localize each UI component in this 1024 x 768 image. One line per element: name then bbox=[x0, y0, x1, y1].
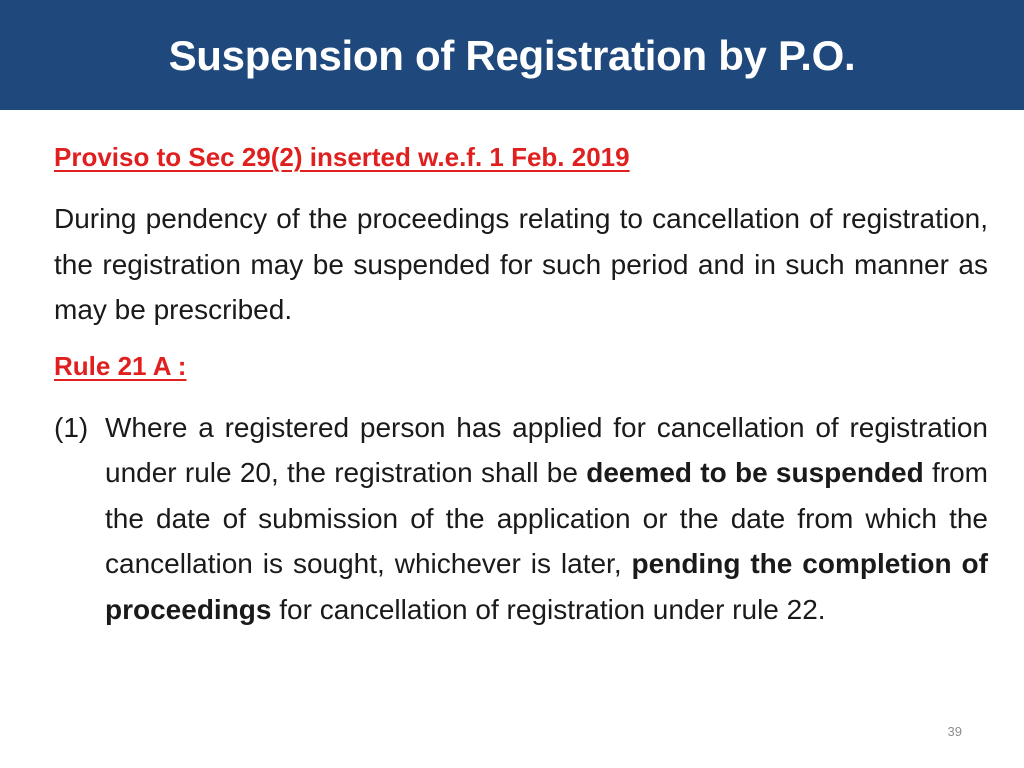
rule-item-text bbox=[105, 405, 988, 633]
rule-item-1 bbox=[54, 405, 988, 633]
page-number: 39 bbox=[947, 724, 962, 739]
slide-title: Suspension of Registration by P.O. bbox=[168, 32, 856, 79]
rule-text-part-2: from the date of submission of the application or the date from which the cancellation is sought, whichever is later, bbox=[105, 457, 988, 579]
rule-text-part-3: for cancellation of registration under rule 22. bbox=[271, 593, 826, 625]
emphasis-deemed-suspended: deemed to be suspended bbox=[586, 457, 924, 488]
slide-body bbox=[54, 138, 988, 632]
proviso-text: During pendency of the proceedings relating to cancellation of registration, the registration may be suspended for such period and in such manner as may be prescribed. bbox=[54, 203, 988, 325]
rule-text-part-1: Where a registered person has applied for cancellation of registration under rule 20, the registration shall be bbox=[105, 411, 988, 488]
proviso-heading: Proviso to Sec 29(2) inserted w.e.f. 1 Feb. 2019 bbox=[54, 142, 630, 172]
rule-heading: Rule 21 A : bbox=[54, 350, 187, 381]
emphasis-pending-completion: pending the completion of proceedings bbox=[105, 548, 988, 625]
title-banner bbox=[0, 0, 1024, 110]
rule-item-number: (1) bbox=[54, 411, 89, 443]
